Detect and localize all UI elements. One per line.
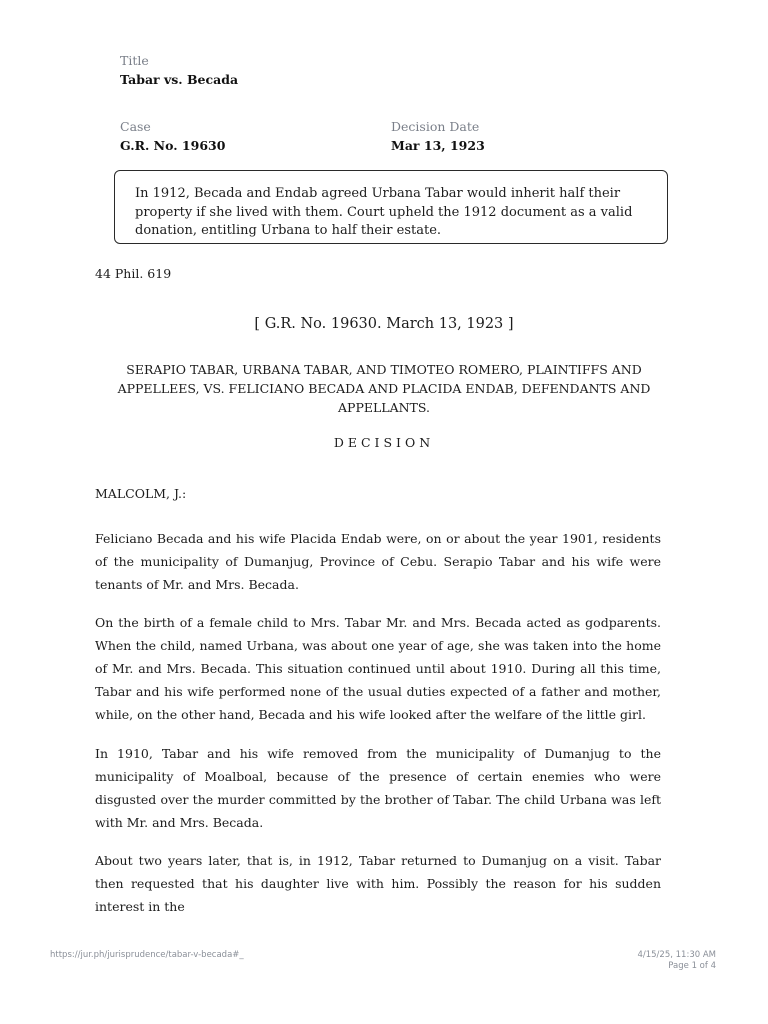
parties-heading: SERAPIO TABAR, URBANA TABAR, AND TIMOTEO ROMERO, PLAINTIFFS AND APPELLEES, VS. FELICIANO BECADA AND PLACIDA ENDAB, DEFENDANTS AND APPELLANTS. [117, 362, 651, 415]
page-number: Page 1 of 4 [668, 961, 716, 971]
paragraph: On the birth of a female child to Mrs. Tabar Mr. and Mrs. Becada acted as godparents. When the child, named Urbana, was about one year of age, she was taken into the home of Mr. and Mrs. Becada. This situation continued until about 1910. During all this time, Tabar and his wife performed none of the usual duties expected of a father and mother, while, on the other hand, Becada and his wife looked after the welfare of the little girl. [95, 615, 661, 722]
paragraph: About two years later, that is, in 1912, Tabar returned to Dumanjug on a visit. Tabar then requested that his daughter live with him. Possibly the reason for his sudden interest in the [95, 853, 661, 914]
paragraph: Feliciano Becada and his wife Placida Endab were, on or about the year 1901, residents of the municipality of Dumanjug, Province of Cebu. Serapio Tabar and his wife were tenants of Mr. and Mrs. Becada. [95, 531, 661, 592]
paragraph: In 1910, Tabar and his wife removed from the municipality of Dumanjug to the municipality of Moalboal, because of the presence of certain enemies who were disgusted over the murder committed by the brother of Tabar. The child Urbana was left with Mr. and Mrs. Becada. [95, 746, 661, 830]
decision-date-value: Mar 13, 1923 [391, 138, 485, 153]
source-url[interactable]: https://jur.ph/jurisprudence/tabar-v-becada#_ [50, 950, 244, 960]
title-value: Tabar vs. Becada [120, 72, 239, 87]
print-timestamp: 4/15/25, 11:30 AM [637, 950, 716, 960]
case-label: Case [120, 119, 151, 134]
case-summary: In 1912, Becada and Endab agreed Urbana Tabar would inherit half their property if she lived with them. Court upheld the 1912 document as a valid donation, entitling Urbana to half their estate. [114, 170, 668, 244]
case-number-heading: [ G.R. No. 19630. March 13, 1923 ] [254, 316, 514, 332]
ponente: MALCOLM, J.: [95, 486, 187, 501]
decision-heading: DECISION [333, 435, 435, 450]
decision-date-label: Decision Date [391, 119, 480, 134]
citation: 44 Phil. 619 [95, 266, 172, 281]
title-label: Title [120, 53, 149, 68]
case-value: G.R. No. 19630 [120, 138, 226, 153]
print-footer [637, 950, 716, 972]
